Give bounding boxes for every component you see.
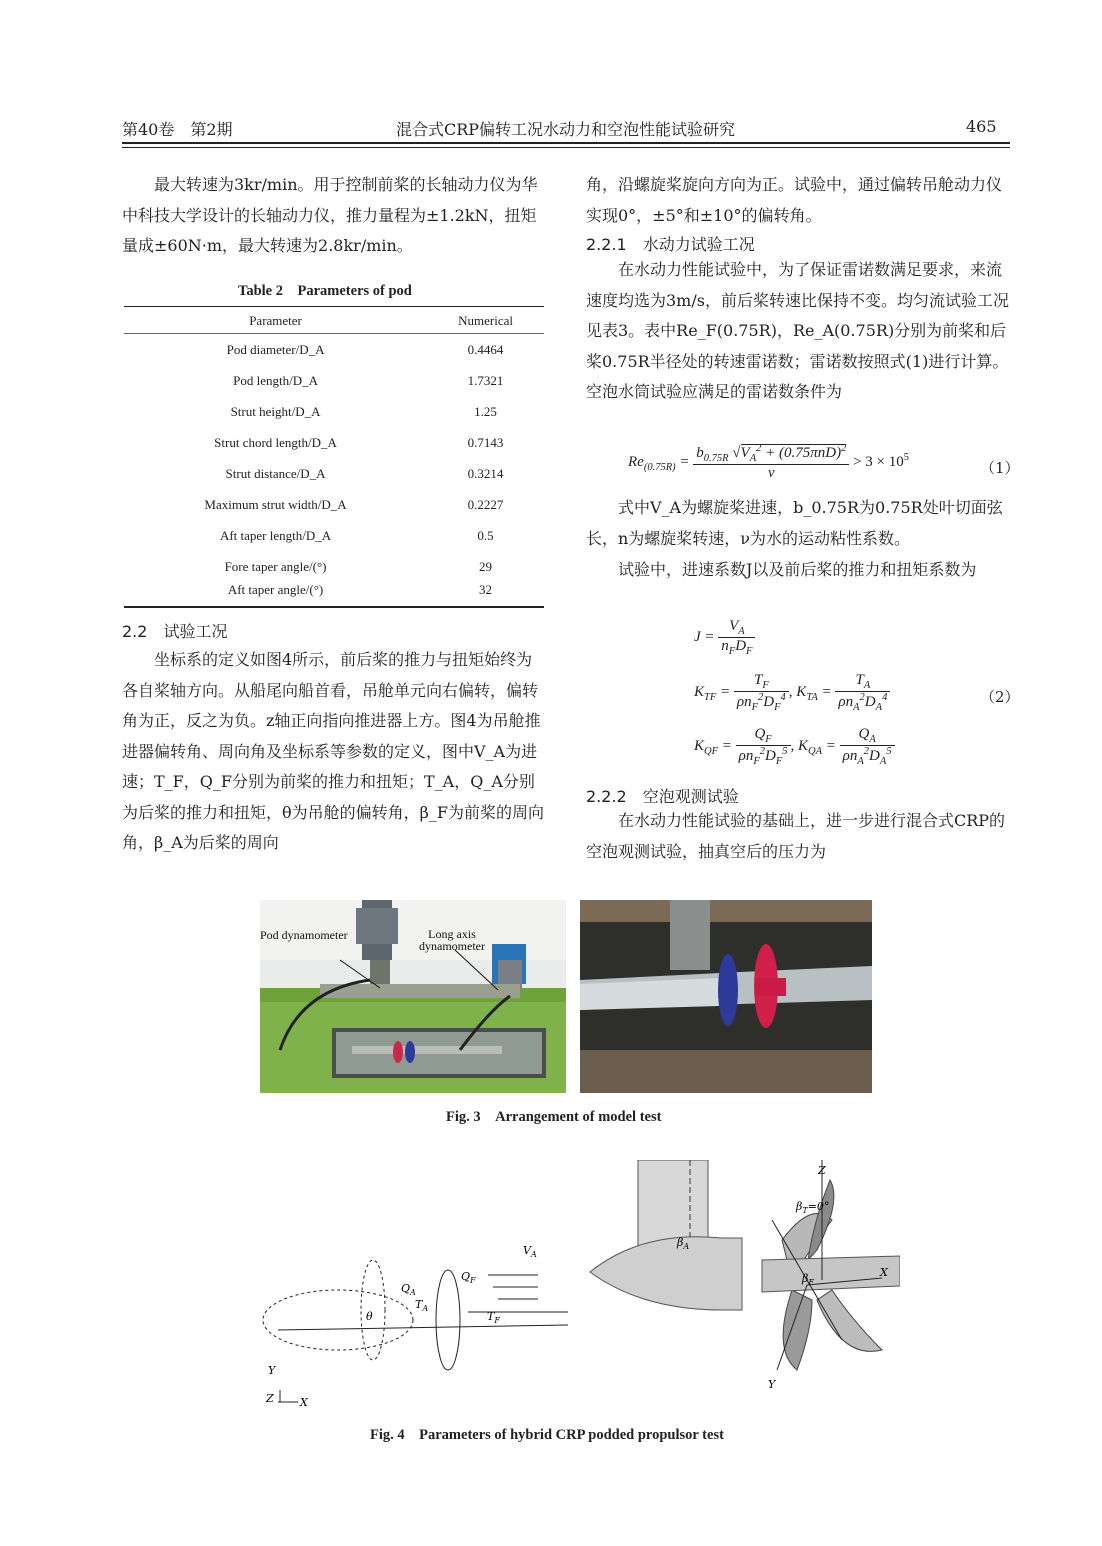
- label-x: X: [300, 1396, 308, 1409]
- param-name-cell: Aft taper length/D_A: [219, 527, 332, 543]
- fig4-coordinate-diagram: [258, 1240, 578, 1410]
- right-para-2: 在水动力性能试验中，为了保证雷诺数满足要求，来流速度均选为3m/s，前后桨转速比保持不变。均匀流试验工况见表3。表中Re_F(0.75R)，Re_A(0.75R)分别为前桨和后桨0.75R半径处的转速雷诺数；雷诺数按照式(1)进行计算。空泡水筒试验应满足的雷诺数条件为: [586, 260, 1009, 401]
- section-2-2-2-heading: 2.2.2 空泡观测试验: [586, 787, 739, 806]
- param-value-cell: 0.5: [477, 527, 494, 543]
- param-name-cell: Strut chord length/D_A: [214, 434, 337, 450]
- table-header-numerical: Numerical: [427, 307, 544, 334]
- param-value-cell: 1.7321: [467, 372, 504, 388]
- table-header-parameter: Parameter: [124, 307, 427, 334]
- label-pod-dynamometer: Pod dynamometer: [260, 928, 348, 942]
- page-number: 465: [966, 117, 997, 136]
- section-2-2-1-heading: 2.2.1 水动力试验工况: [586, 235, 755, 254]
- table-row: [124, 551, 544, 582]
- param-value-cell: 32: [427, 582, 544, 607]
- equation-1: $Re_{(0.75R)}$ = $\frac{b_{0.75R} √V_A^2 + (0.75\pi nD)^2}{\nu}$ > $3 \times 10^5$: [628, 443, 910, 481]
- label-x-axis: X: [880, 1266, 888, 1279]
- param-value-cell: 0.7143: [467, 434, 504, 450]
- fig3-caption: Fig. 3 Arrangement of model test: [446, 1109, 662, 1125]
- left-para-2: 坐标系的定义如图4所示，前后桨的推力与扭矩始终为各自桨轴方向。从船尾向船首看，吊舱单元向右偏转，偏转角为正，反之为负。z轴正向指向推进器上方。图4为吊舱推进器偏转角、周向角及坐标系等参数的定义，图中V_A为进速；T_F，Q_F分别为前桨的推力和扭矩；T_A，Q_A分别为后桨的推力和扭矩，θ为吊舱的偏转角，β_F为前桨的周向角，β_A为后桨的周向: [122, 650, 544, 852]
- param-value-cell: 1.25: [474, 403, 497, 419]
- propulsor-render: [582, 1160, 900, 1400]
- left-para-1: 最大转速为3kr/min。用于控制前桨的长轴动力仪为华中科技大学设计的长轴动力仪，推力量程为±1.2kN，扭矩量成±60N·m，最大转速为2.8kr/min。: [122, 175, 538, 255]
- header-rule-thick: [122, 142, 1010, 144]
- table-row: [124, 365, 544, 396]
- table-row: [124, 396, 544, 427]
- cavitation-tunnel-illustration: [580, 900, 872, 1093]
- fig4-3d-propulsor-render: [582, 1160, 900, 1400]
- fig3-cavitation-tunnel-photo: [580, 900, 872, 1093]
- label-beta-f: $\beta_F$: [802, 1272, 814, 1287]
- table-row: [124, 520, 544, 551]
- param-name-cell: Strut height/D_A: [230, 403, 321, 419]
- right-para-5: 在水动力性能试验的基础上，进一步进行混合式CRP的空泡观测试验，抽真空后的压力为: [586, 811, 1006, 861]
- right-para-1: 角，沿螺旋桨旋向方向为正。试验中，通过偏转吊舱动力仪实现0°，±5°和±10°的偏转角。: [586, 175, 1003, 225]
- label-qa: $Q_A$: [401, 1282, 416, 1297]
- equation-1-number: （1）: [980, 459, 1020, 477]
- fig4-caption: Fig. 4 Parameters of hybrid CRP podded propulsor test: [370, 1427, 724, 1443]
- label-qf: $Q_F$: [461, 1270, 476, 1285]
- right-para-4: 试验中，进速系数J以及前后桨的推力和扭矩系数为: [618, 560, 977, 579]
- param-name-cell: Maximum strut width/D_A: [204, 496, 347, 512]
- label-ta: $T_A$: [415, 1298, 429, 1313]
- coordinate-schematic: [258, 1240, 578, 1410]
- param-value-cell: 0.4464: [467, 341, 504, 357]
- pod-parameters-table: [124, 306, 544, 608]
- section-2-2-heading: 2.2 试验工况: [122, 622, 228, 641]
- label-y: Y: [268, 1364, 276, 1377]
- table-row: [124, 427, 544, 458]
- right-para-3: 式中V_A为螺旋桨进速，b_0.75R为0.75R处叶切面弦长，n为螺旋桨转速，ν为水的运动粘性系数。: [586, 498, 1003, 548]
- equation-2-KT: $K_{TF}$ = $\frac{T_F}{\rho n_F^2D_F^4}$ , $K_{TA}$ = $\frac{T_A}{\rho n_A^2D_A^4}$: [694, 672, 890, 713]
- fig3-test-rig-photo: [260, 900, 566, 1093]
- running-head-title: 混合式CRP偏转工况水动力和空泡性能试验研究: [396, 120, 736, 139]
- label-z-axis: Z: [818, 1164, 826, 1177]
- label-beta-a: $\beta_A$: [677, 1236, 690, 1251]
- label-long-axis-dynamometer: Long axis dynamometer: [419, 927, 485, 953]
- param-name-cell: Pod length/D_A: [233, 372, 318, 388]
- param-value-cell: 0.3214: [467, 465, 504, 481]
- param-name-cell: Pod diameter/D_A: [226, 341, 325, 357]
- param-name-cell: Strut distance/D_A: [225, 465, 326, 481]
- running-head-volume: 第40卷 第2期: [122, 120, 233, 139]
- label-va: $V_A$: [523, 1244, 537, 1259]
- table-row: [124, 582, 544, 607]
- label-theta: θ: [366, 1310, 373, 1323]
- param-value-cell: 29: [479, 558, 493, 574]
- equation-2-KQ: $K_{QF}$ = $\frac{Q_F}{\rho n_F^2D_F^5}$ , $K_{QA}$ = $\frac{Q_A}{\rho n_A^2D_A^5}$: [694, 726, 895, 767]
- table-row: [124, 489, 544, 520]
- param-value-cell: 0.2227: [467, 496, 504, 512]
- header-rule-thin: [122, 147, 1010, 148]
- table-row: [124, 458, 544, 489]
- label-y-axis: Y: [768, 1378, 776, 1391]
- param-name-cell: Fore taper angle/(°): [224, 558, 327, 574]
- table-row: [124, 334, 544, 366]
- param-name-cell: Aft taper angle/(°): [124, 582, 427, 607]
- equation-2-J: J = $\frac{V_A}{n_FD_F}$: [694, 618, 755, 657]
- equation-2-number: （2）: [980, 688, 1020, 706]
- label-beta-t: $\beta_T=0^\circ$: [796, 1200, 830, 1215]
- table-2-title: Table 2 Parameters of pod: [238, 283, 412, 299]
- label-tf: $T_F$: [487, 1310, 500, 1325]
- label-z: Z: [266, 1392, 274, 1405]
